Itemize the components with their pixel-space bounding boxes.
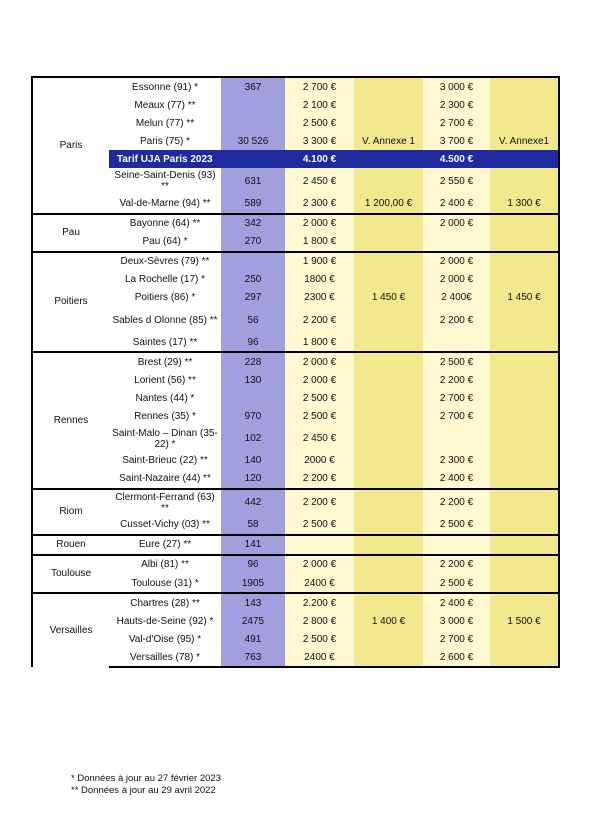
court-cell: Rennes (35) * <box>134 410 196 422</box>
fee-second-average-cell <box>490 648 559 667</box>
fee-second-average-cell <box>490 168 559 194</box>
fee-first-cell: 2 450 € <box>285 426 354 452</box>
table-row <box>32 516 559 535</box>
fee-second-cell: 2 300 € <box>423 452 490 470</box>
table-row <box>32 535 559 555</box>
fee-average-cell <box>354 352 423 371</box>
court-cell: Pau (64) * <box>142 236 188 248</box>
count-cell <box>221 114 285 132</box>
fee-second-cell: 2 500 € <box>423 574 490 593</box>
court-cell: Saint-Nazaire (44) ** <box>119 473 211 485</box>
fee-average-cell <box>354 252 423 271</box>
fee-average-cell <box>354 516 423 535</box>
fee-second-cell <box>423 233 490 252</box>
fee-second-average-cell <box>490 333 559 352</box>
count-cell <box>221 389 285 407</box>
table-row <box>32 214 559 233</box>
count-cell: 102 <box>221 426 285 452</box>
fee-average-cell <box>354 96 423 114</box>
court-cell: Meaux (77) ** <box>134 99 196 111</box>
fee-average-cell <box>354 470 423 489</box>
court-cell: Lorient (56) ** <box>134 374 196 386</box>
fee-first-cell: 1 800 € <box>285 333 354 352</box>
count-cell: 442 <box>221 489 285 516</box>
footnote-double-star: ** Données à jour au 29 avril 2022 <box>71 785 216 796</box>
fee-second-average-cell <box>490 489 559 516</box>
fee-first-cell: 2 200 € <box>285 470 354 489</box>
table-row <box>32 252 559 271</box>
fee-first-cell: 3 300 € <box>285 132 354 150</box>
fee-second-average-cell <box>490 555 559 574</box>
table-row <box>32 371 559 389</box>
table-row <box>32 352 559 371</box>
fee-first-cell: 2300 € <box>285 289 354 307</box>
city-cell: Versailles <box>32 593 109 667</box>
fee-average-cell <box>354 233 423 252</box>
fee-second-cell: 2 000 € <box>423 252 490 271</box>
fee-first-cell: 2 200 € <box>285 489 354 516</box>
count-cell: 96 <box>221 555 285 574</box>
fee-first-cell: 1 900 € <box>285 252 354 271</box>
city-cell: Toulouse <box>32 555 109 593</box>
court-cell: Seine-Saint-Denis (93) ** <box>114 170 216 193</box>
fee-first-cell: 2000 € <box>285 452 354 470</box>
court-cell: Saint-Malo – Dinan (35-22) * <box>112 427 218 450</box>
fee-second-cell: 2 400 € <box>423 593 490 612</box>
fee-first-cell: 2 500 € <box>285 407 354 425</box>
fee-second-average-cell <box>490 252 559 271</box>
footnote-single-star: * Données à jour au 27 février 2023 <box>71 773 221 784</box>
count-cell <box>221 252 285 271</box>
footnotes <box>71 773 221 797</box>
fee-first-cell: 1800 € <box>285 271 354 289</box>
fee-average-cell <box>354 648 423 667</box>
count-cell <box>221 150 285 168</box>
court-cell: Eure (27) ** <box>109 535 221 555</box>
fee-average-cell: V. Annexe 1 <box>354 132 423 150</box>
table-row <box>32 489 559 516</box>
fee-first-cell: 2 000 € <box>285 555 354 574</box>
fee-second-average-cell <box>490 214 559 233</box>
table-row <box>32 233 559 252</box>
fee-second-average-cell <box>490 271 559 289</box>
fee-second-average-cell <box>490 389 559 407</box>
city-cell: Rouen <box>32 535 109 555</box>
fee-first-cell: 2 300 € <box>285 194 354 213</box>
fee-average-cell <box>354 555 423 574</box>
count-cell: 2475 <box>221 612 285 630</box>
fee-first-cell: 2 500 € <box>285 630 354 648</box>
city-cell: Paris <box>32 77 109 214</box>
fee-first-cell: 2 000 € <box>285 214 354 233</box>
table-row <box>32 612 559 630</box>
fee-average-cell <box>354 150 423 168</box>
count-cell: 763 <box>221 648 285 667</box>
count-cell: 1905 <box>221 574 285 593</box>
fee-average-cell <box>354 214 423 233</box>
table-row <box>32 426 559 452</box>
fee-second-cell: 3 700 € <box>423 132 490 150</box>
fee-first-cell: 2 100 € <box>285 96 354 114</box>
court-cell: Hauts-de-Seine (92) * <box>116 615 214 627</box>
table-row <box>32 289 559 307</box>
fee-average-cell <box>354 371 423 389</box>
table-row <box>32 132 559 150</box>
fee-average-cell <box>354 426 423 452</box>
fee-average-cell <box>354 535 423 555</box>
fee-second-average-cell <box>490 150 559 168</box>
count-cell: 140 <box>221 452 285 470</box>
court-cell: La Rochelle (17) * <box>124 274 206 286</box>
fee-second-average-cell: V. Annexe1 <box>490 132 559 150</box>
table-row <box>32 407 559 425</box>
fee-second-average-cell <box>490 630 559 648</box>
table-row <box>32 168 559 194</box>
fee-second-cell <box>423 426 490 452</box>
fee-average-cell: 1 200,00 € <box>354 194 423 213</box>
court-cell: Deux-Sèvres (79) ** <box>109 252 221 271</box>
city-cell: Rennes <box>32 352 109 489</box>
court-cell: Tarif UJA Paris 2023 <box>109 150 221 168</box>
fee-second-average-cell <box>490 593 559 612</box>
court-cell: Saintes (17) ** <box>132 336 198 348</box>
fee-average-cell <box>354 574 423 593</box>
fee-average-cell <box>354 389 423 407</box>
table-row <box>32 593 559 612</box>
fee-second-average-cell <box>490 307 559 333</box>
fee-first-cell: 2 000 € <box>285 371 354 389</box>
fee-second-average-cell <box>490 426 559 452</box>
count-cell: 120 <box>221 470 285 489</box>
table-row <box>32 648 559 667</box>
count-cell: 589 <box>221 194 285 213</box>
fee-second-cell: 2 200 € <box>423 371 490 389</box>
fee-first-cell: 1 800 € <box>285 233 354 252</box>
fee-first-cell: 2 500 € <box>285 389 354 407</box>
court-cell: Versailles (78) * <box>109 648 221 667</box>
fee-second-average-cell <box>490 452 559 470</box>
fee-second-average-cell: 1 300 € <box>490 194 559 213</box>
fee-second-cell: 2 400 € <box>423 194 490 213</box>
fee-second-cell: 3 000 € <box>423 612 490 630</box>
count-cell: 58 <box>221 516 285 535</box>
court-cell: Nantes (44) * <box>135 392 195 404</box>
fee-second-average-cell <box>490 407 559 425</box>
fee-second-cell: 2 200 € <box>423 307 490 333</box>
fee-second-cell: 2 700 € <box>423 389 490 407</box>
fee-second-cell: 2 500 € <box>423 516 490 535</box>
table-row <box>32 630 559 648</box>
count-cell: 228 <box>221 352 285 371</box>
fee-average-cell <box>354 489 423 516</box>
count-cell: 342 <box>221 214 285 233</box>
fee-second-cell: 4.500 € <box>423 150 490 168</box>
table-row <box>32 389 559 407</box>
city-cell: Riom <box>32 489 109 535</box>
fee-first-cell: 2.200 € <box>285 593 354 612</box>
fee-second-average-cell <box>490 96 559 114</box>
table-row <box>32 452 559 470</box>
fee-second-cell: 2 000 € <box>423 214 490 233</box>
table-row <box>32 333 559 352</box>
fee-second-cell <box>423 535 490 555</box>
fee-second-cell: 2 700 € <box>423 630 490 648</box>
court-cell: Clermont-Ferrand (63) ** <box>109 489 221 516</box>
fee-first-cell: 2 000 € <box>285 352 354 371</box>
count-cell: 270 <box>221 233 285 252</box>
fees-table <box>31 76 560 668</box>
city-cell: Poitiers <box>32 252 109 352</box>
fee-second-cell: 2 550 € <box>423 168 490 194</box>
fee-second-average-cell: 1 500 € <box>490 612 559 630</box>
fee-second-cell: 2 300 € <box>423 96 490 114</box>
fee-second-average-cell <box>490 516 559 535</box>
table-row <box>32 470 559 489</box>
court-cell: Paris (75) * <box>139 135 190 147</box>
table-row <box>32 271 559 289</box>
fee-average-cell <box>354 407 423 425</box>
count-cell: 30 526 <box>221 132 285 150</box>
count-cell: 297 <box>221 289 285 307</box>
fee-second-average-cell <box>490 77 559 96</box>
fee-first-cell: 2400 € <box>285 648 354 667</box>
fee-second-average-cell: 1 450 € <box>490 289 559 307</box>
city-cell: Pau <box>32 214 109 252</box>
count-cell: 631 <box>221 168 285 194</box>
fee-second-average-cell <box>490 371 559 389</box>
fee-average-cell <box>354 307 423 333</box>
court-cell: Cusset-Vichy (03) ** <box>120 519 210 531</box>
court-cell: Melun (77) ** <box>135 117 195 129</box>
fee-average-cell: 1 400 € <box>354 612 423 630</box>
fee-second-average-cell <box>490 535 559 555</box>
count-cell: 96 <box>221 333 285 352</box>
fee-average-cell <box>354 593 423 612</box>
fee-first-cell: 2400 € <box>285 574 354 593</box>
table-row <box>32 114 559 132</box>
fee-first-cell <box>285 535 354 555</box>
count-cell: 143 <box>221 593 285 612</box>
fee-first-cell: 2 450 € <box>285 168 354 194</box>
court-cell: Albi (81) ** <box>109 555 221 574</box>
count-cell: 56 <box>221 307 285 333</box>
court-cell: Toulouse (31) * <box>131 577 199 589</box>
table-row <box>32 77 559 96</box>
court-cell: Val-de-Marne (94) ** <box>119 198 211 210</box>
fee-first-cell: 2 700 € <box>285 77 354 96</box>
table-row <box>32 194 559 213</box>
count-cell: 367 <box>221 77 285 96</box>
fee-average-cell <box>354 630 423 648</box>
uja-tariff-row <box>32 150 559 168</box>
fee-second-cell: 2 400€ <box>423 289 490 307</box>
fee-second-average-cell <box>490 352 559 371</box>
fees-table-body <box>32 77 559 667</box>
count-cell: 130 <box>221 371 285 389</box>
court-cell: Sables d Olonne (85) ** <box>112 314 218 326</box>
fee-second-cell: 2 200 € <box>423 489 490 516</box>
fee-average-cell: 1 450 € <box>354 289 423 307</box>
court-cell: Chartres (28) ** <box>109 593 221 612</box>
count-cell: 970 <box>221 407 285 425</box>
fee-second-cell: 2 400 € <box>423 470 490 489</box>
fee-second-cell: 2 600 € <box>423 648 490 667</box>
count-cell: 491 <box>221 630 285 648</box>
fee-first-cell: 4.100 € <box>285 150 354 168</box>
fee-second-cell <box>423 333 490 352</box>
court-cell: Bayonne (64) ** <box>109 214 221 233</box>
fee-average-cell <box>354 114 423 132</box>
fee-second-average-cell <box>490 574 559 593</box>
count-cell: 250 <box>221 271 285 289</box>
fee-second-cell: 2 500 € <box>423 352 490 371</box>
court-cell: Essonne (91) * <box>109 77 221 96</box>
fee-second-average-cell <box>490 470 559 489</box>
fee-second-cell: 2 700 € <box>423 407 490 425</box>
table-row <box>32 96 559 114</box>
fee-average-cell <box>354 452 423 470</box>
fee-second-cell: 2 200 € <box>423 555 490 574</box>
fee-average-cell <box>354 333 423 352</box>
count-cell <box>221 96 285 114</box>
fee-first-cell: 2 500 € <box>285 114 354 132</box>
fee-first-cell: 2 800 € <box>285 612 354 630</box>
fee-second-average-cell <box>490 114 559 132</box>
fee-second-cell: 2 700 € <box>423 114 490 132</box>
court-cell: Poitiers (86) * <box>134 292 196 304</box>
court-cell: Val-d'Oise (95) * <box>128 633 202 645</box>
fee-average-cell <box>354 77 423 96</box>
count-cell: 141 <box>221 535 285 555</box>
fee-average-cell <box>354 168 423 194</box>
court-cell: Saint-Brieuc (22) ** <box>122 455 208 467</box>
fee-average-cell <box>354 271 423 289</box>
table-row <box>32 307 559 333</box>
table-row <box>32 574 559 593</box>
fee-second-cell: 2 000 € <box>423 271 490 289</box>
fee-second-cell: 3 000 € <box>423 77 490 96</box>
fee-first-cell: 2 200 € <box>285 307 354 333</box>
table-row <box>32 555 559 574</box>
fee-second-average-cell <box>490 233 559 252</box>
court-cell: Brest (29) ** <box>109 352 221 371</box>
fee-first-cell: 2 500 € <box>285 516 354 535</box>
